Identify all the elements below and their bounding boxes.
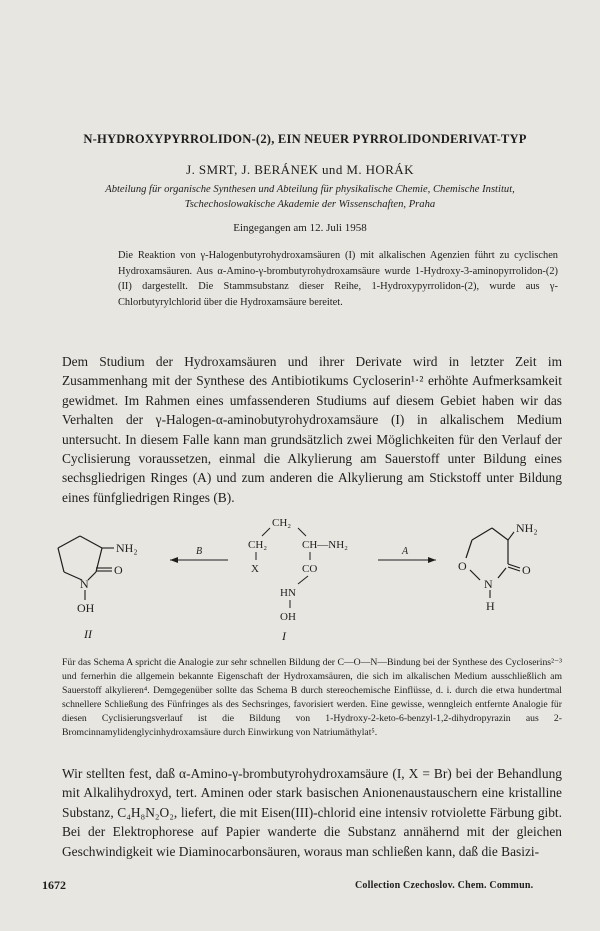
arrow-A — [378, 546, 436, 563]
right-ring-o-label: O — [458, 559, 467, 573]
paper-title: N-HYDROXYPYRROLIDON-(2), EIN NEUER PYRROLIDONDERIVAT-TYP — [83, 132, 527, 146]
right-h-label: H — [486, 599, 495, 613]
right-nh2-label: NH₂ — [516, 521, 538, 535]
journal-footer: Collection Czechoslov. Chem. Commun. — [355, 880, 534, 891]
label-I: I — [282, 629, 286, 643]
mid-ch-nh2-label: CH—NH₂ — [302, 539, 349, 551]
structure-I — [248, 517, 348, 643]
structure-A — [458, 521, 538, 613]
arrow-B — [170, 546, 228, 563]
right-n-label: N — [484, 577, 493, 591]
right-o-label: O — [522, 563, 531, 577]
mid-hn-label: HN — [280, 587, 296, 599]
left-o-label: O — [114, 563, 123, 577]
abstract: Die Reaktion von γ-Halogenbutyrohydroxamsäuren (I) mit alkalischen Agenzien führt zu cyclischen Hydroxamsäuren. Aus α-Amino-γ-brombutyrohydroxamsäure wurde 1-Hydroxy-3-aminopyrrolidon-(2) (II) dargestellt. Die Stammsubstanz dieser Reihe, 1-Hydroxypyrrolidon-(2), wurde aus γ-Chlorbutyrylchlorid über die Hydroxamsäure bereitet. — [118, 250, 558, 308]
reaction-scheme — [40, 508, 570, 648]
affiliation-line-2: Tschechoslowakische Akademie der Wissenschaften, Praha — [184, 199, 436, 210]
mid-ch2-left-label: CH₂ — [248, 539, 268, 551]
mid-co-label: CO — [302, 563, 318, 575]
left-oh-label: OH — [77, 601, 95, 615]
note-paragraph: Für das Schema A spricht die Analogie zur sehr schnellen Bildung der C—O—N—Bindung bei der Synthese des Cycloserins²⁻³ und fernerhin die allgemein bekannte Eigenschaft der Hydroxamsäuren, die sich im alkalischen Medium ausschließlich am Sauerstoff alkylieren⁴. Demgegenüber sollte das Schema B durch stereochemische Einflüsse, d. i. durch die etwa hundertmal schnellere Schließung des Fünfringes als des Sechsringes, favorisiert werden. Eine gewisse, wennglеich entfernte Analogie für diesen Cyclisierungsverlauf ist die Bildung von 1-Hydroxy-2-keto-6-benzyl-1,2-dihydropyrazin aus 2-Bromcinnamylidenglycinhydroxamsäure durch Einwirkung von Natriumäthylat⁵. — [62, 657, 562, 738]
affiliation-line-1: Abteilung für organische Synthesen und Abteilung für physikalische Chemie, Chemische Institut, — [105, 184, 515, 195]
body-paragraph-1: Dem Studium der Hydroxamsäuren und ihrer Derivate wird in letzter Zeit im Zusammenhang mit der Synthese des Antibiotikums Cycloserin¹·² erhöhte Aufmerksamkeit gewidmet. Im Rahmen eines umfassenderen Studiums auf diesem Gebiet haben wir das Verhalten der γ-Halogen-α-aminobutyrohydroxamsäure (I) in alkalischem Medium untersucht. In diesem Falle kann man grundsätzlich zwei Möglichkeiten für den Verlauf der Cyclisierung voraussetzen, einmal die Alkylierung am Sauerstoff unter Bildung eines sechsgliedrigen Ringes (A) und zum anderen die Alkylierung am Stickstoff unter Bildung eines fünfgliedrigen Ringes (B). — [62, 354, 562, 505]
page-number: 1672 — [42, 878, 66, 892]
arrow-a-label: A — [402, 546, 409, 557]
received-date: Eingegangen am 12. Juli 1958 — [233, 222, 367, 234]
left-n-label: N — [80, 577, 89, 591]
mid-oh-label: OH — [280, 611, 296, 623]
left-nh2-label: NH₂ — [116, 541, 138, 555]
body-paragraph-2: Wir stellten fest, daß α-Amino-γ-brombutyrohydroxamsäure (I, X = Br) bei der Behandlung mit Alkalihydroxyd, tert. Aminen oder stark basischen Anionenaustauschern eine kristalline Substanz, C₄H₈N₂O₂, liefert, die mit Eisen(III)-chlorid eine intensiv rotviolette Färbung gibt. Bei der Elektrophorese auf Papier wanderte die Substanz annähernd mit der gleichen Geschwindigkeit wie Diaminocarbonsäuren, woraus man schließen kann, daß die Basizi- — [62, 766, 562, 859]
affiliation — [55, 182, 565, 212]
author-line: J. SMRT, J. BERÁNEK und M. HORÁK — [186, 162, 414, 177]
arrow-b-label: B — [196, 546, 203, 557]
label-II: II — [84, 627, 92, 641]
mid-ch2-top-label: CH₂ — [272, 517, 292, 529]
structure-II — [58, 536, 138, 641]
mid-x-label: X — [251, 563, 259, 575]
